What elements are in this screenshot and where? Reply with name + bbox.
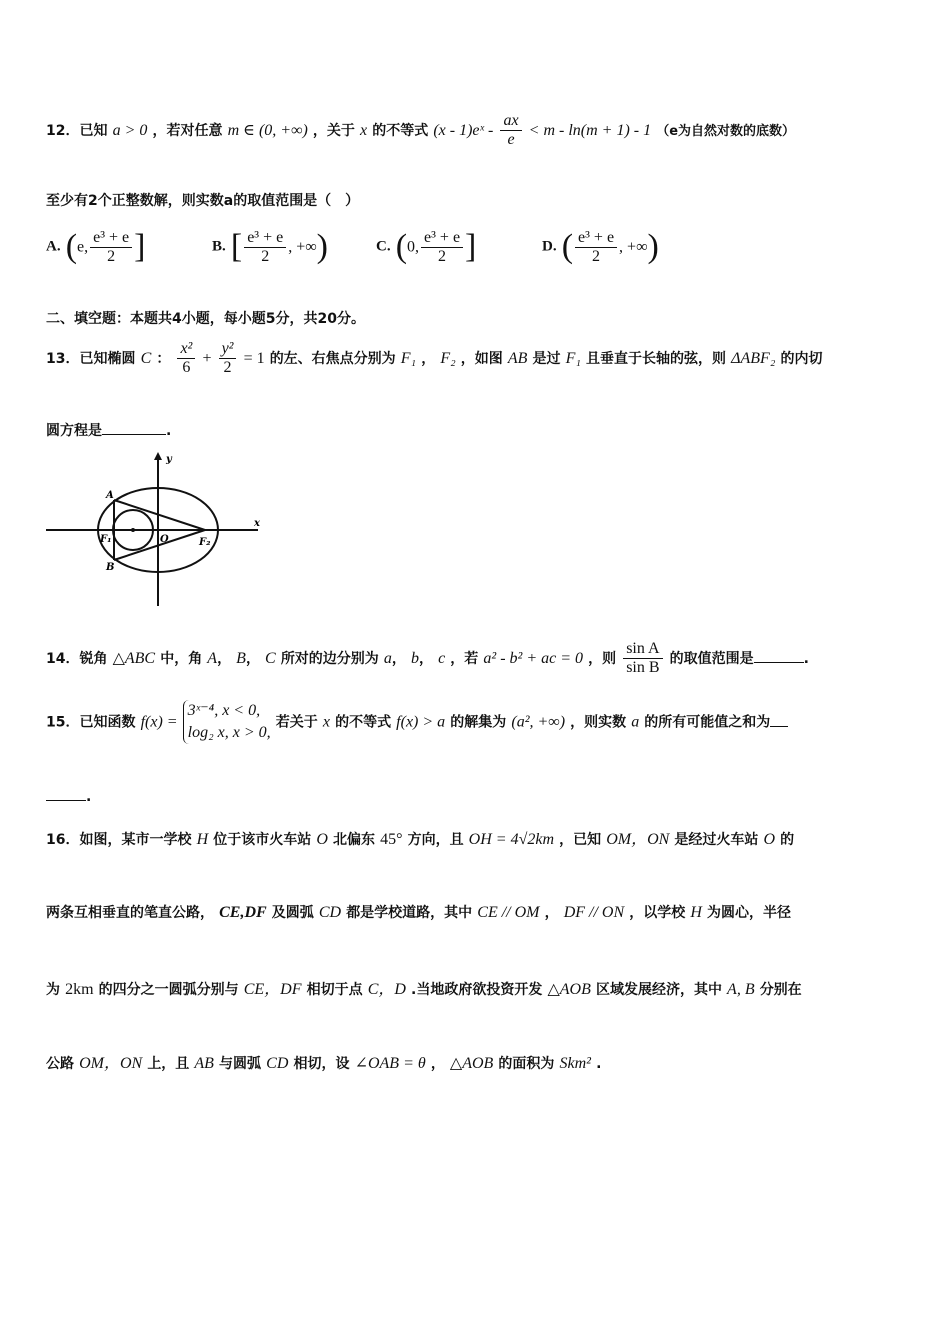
q12-inequality-left: (x - 1)eˣ - [433, 122, 494, 139]
ellipse-figure [44, 450, 274, 612]
q15-line1: 15．已知函数 f(x) = 3ˣ⁻⁴, x < 0, log₂ x, x > 0, 若关于 x 的不等式 f(x) > a 的解集为 (a², +∞) ，则实数 a 的所有可能值之和为 [46, 700, 788, 744]
q13-line1: 13．已知椭圆 C ： $\frac{\text{x²}}{6}$ + $\frac{\text{y²}}{2}$ = 1 的左、右焦点分别为 F₁ ， F₂ ，如图 AB 是过 F₁ 且垂直于长轴的弦，则 ΔABF₂ 的内切 [46, 340, 823, 376]
q15-number: 15．已知函数 [46, 714, 136, 731]
answer-blank[interactable] [102, 422, 166, 435]
q12-condition: a > 0 [112, 122, 148, 139]
q13-number: 13．已知椭圆 [46, 351, 136, 367]
piecewise-function: 3ˣ⁻⁴, x < 0, log₂ x, x > 0, [183, 700, 271, 744]
q12-number: 12．已知 [46, 123, 108, 139]
q14-line: 14．锐角 △ABC 中，角 A， B， C 所对的边分别为 a， b， c ，若 a² - b² + ac = 0 ，则 $\frac{\text{sin A}}{\text{sin B}}$ 的取值范围是 . [46, 640, 809, 676]
q12-option-b[interactable]: B. [ $\frac{\text{e³ + e}}{2}$ , +∞) [212, 228, 328, 265]
label-a: A [106, 490, 114, 501]
side-af2 [114, 500, 205, 530]
answer-blank[interactable] [754, 650, 804, 663]
y-label: y [166, 454, 172, 465]
q12-option-c[interactable]: C. (0, $\frac{\text{e³ + e}}{2}$ ] [376, 228, 477, 265]
q12-inequality-right: < m - ln(m + 1) - 1 [528, 122, 652, 139]
q12-option-d[interactable]: D. ( $\frac{\text{e³ + e}}{2}$ , +∞) [542, 228, 659, 265]
q14-number: 14．锐角 [46, 651, 108, 667]
q16-line1: 16．如图，某市一学校 H 位于该市火车站 O 北偏东 45° 方向，且 OH = 4√2km ，已知 OM，ON 是经过火车站 O 的 [46, 831, 795, 848]
section-heading: 二、填空题：本题共4小题，每小题5分，共20分。 [46, 311, 365, 327]
q15-line2: . [46, 786, 91, 805]
q12-line1: 12．已知 a > 0 ，若对任意 m ∈ (0, +∞) ，关于 x 的不等式 (x - 1)eˣ - $\frac{ax}{e}$ < m - ln(m + 1) - 1 （e为自然对数的底数） [46, 112, 796, 148]
answer-blank[interactable] [46, 788, 86, 801]
q16-line3: 为 2km 的四分之一圆弧分别与 CE，DF 相切于点 C，D .当地政府欲投资开发 △AOB 区域发展经济，其中 A, B 分别在 [46, 981, 802, 998]
q12-line2: 至少有2个正整数解，则实数a的取值范围是（ ） [46, 193, 360, 209]
q12-fraction: $\frac{ax}{e}$ [500, 112, 521, 149]
q12-option-a[interactable]: A. (e, $\frac{\text{e³ + e}}{2}$ ] [46, 228, 146, 265]
q16-number: 16．如图，某市一学校 [46, 832, 192, 848]
label-f2: F₂ [199, 537, 211, 548]
y-arrow-icon [154, 452, 162, 460]
x-label: x [254, 518, 260, 529]
q12-note: （e为自然对数的底数） [656, 124, 796, 139]
q16-line2: 两条互相垂直的笔直公路， CE,DF 及圆弧 CD 都是学校道路，其中 CE // OM ， DF // ON ，以学校 H 为圆心，半径 [46, 904, 791, 921]
label-b: B [106, 562, 115, 573]
q12-m-set: m ∈ (0, +∞) [227, 122, 308, 139]
label-o: O [160, 534, 169, 545]
q16-line4: 公路 OM，ON 上，且 AB 与圆弧 CD 相切，设 ∠OAB = θ ， △AOB 的面积为 Skm² . [46, 1055, 602, 1072]
label-f1: F₁ [100, 534, 112, 545]
q13-line2: 圆方程是 . [46, 423, 172, 439]
